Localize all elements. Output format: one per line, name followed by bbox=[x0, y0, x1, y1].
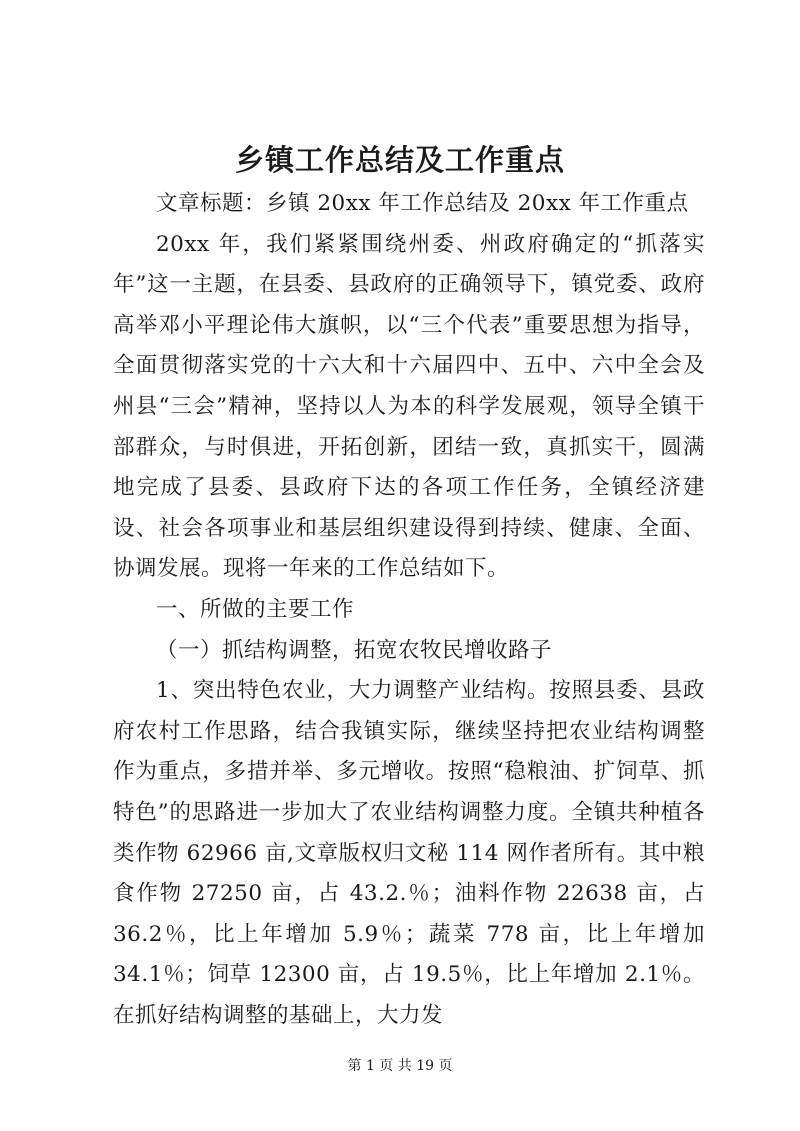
document-title: 乡镇工作总结及工作重点 bbox=[234, 143, 565, 177]
document-body bbox=[113, 184, 705, 1036]
intro-paragraph: 20xx 年，我们紧紧围绕州委、州政府确定的“抓落实年”这一主题，在县委、县政府的正确领导下，镇党委、政府高举邓小平理论伟大旗帜，以“三个代表”重要思想为指导，全面贯彻落实党的十六大和十六届四中、五中、六中全会及州县“三会”精神，坚持以人为本的科学发展观，领导全镇干部群众，与时俱进，开拓创新，团结一致，真抓实干，圆满地完成了县委、县政府下达的各项工作任务，全镇经济建设、社会各项事业和基层组织建设得到持续、健康、全面、协调发展。现将一年来的工作总结如下。 bbox=[113, 231, 705, 582]
subsection-heading: （一）抓结构调整，拓宽农牧民增收路子 bbox=[156, 637, 553, 663]
article-heading-line: 文章标题：乡镇 20xx 年工作总结及 20xx 年工作重点 bbox=[156, 191, 689, 216]
section-heading: 一、所做的主要工作 bbox=[156, 596, 355, 622]
body-paragraph: 1、突出特色农业，大力调整产业结构。按照县委、县政府农村工作思路，结合我镇实际，继续坚持把农业结构调整作为重点，多措并举、多元增收。按照“稳粮油、扩饲草、抓特色”的思路进一步加大了农业结构调整力度。全镇共种植各类作物 62966 亩,文章版权归文秘 114 网作者所有。其中粮食作物 27250 亩，占 43.2.％；油料作物 22638 亩，占 36.2％，比上年增加 5.9％；蔬菜 778 亩，比上年增加 34.1％；饲草 12300 亩，占 19.5％，比上年增加 2.1％。在抓好结构调整的基础上，大力发 bbox=[113, 678, 705, 1028]
page-footer: 第 1 页 共 19 页 bbox=[347, 1058, 453, 1074]
